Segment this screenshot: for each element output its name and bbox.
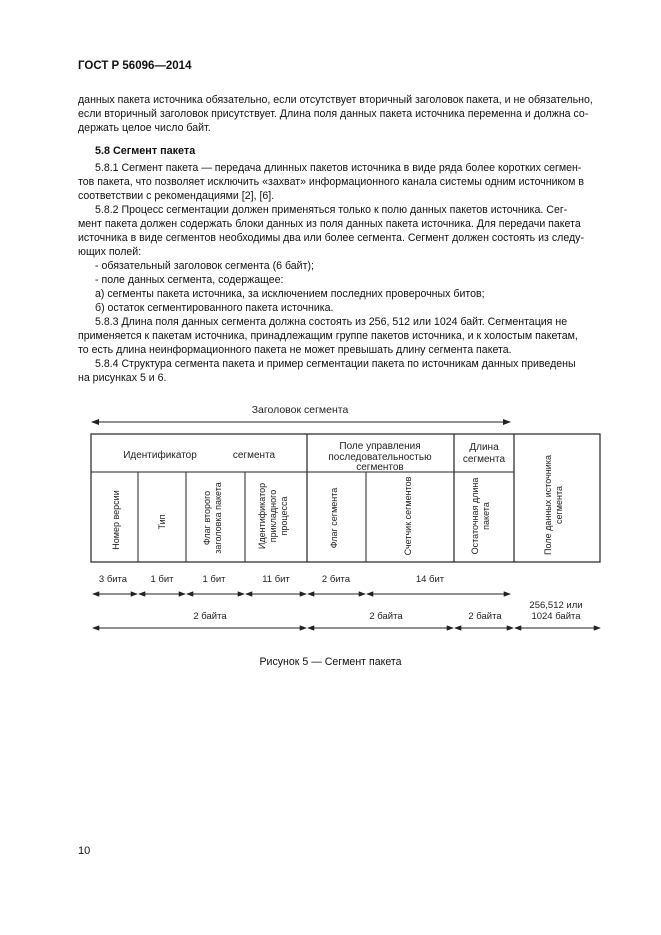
body-text-line: то есть длина неинформационного пакета не может превышать длину сегмента пакета. bbox=[78, 344, 512, 356]
body-text-line: соответствии с рекомендациями [2], [6]. bbox=[78, 190, 275, 202]
body-text-line: источника в виде сегментов необходимы два или более сегмента. Сегмент должен состоять из следу- bbox=[78, 232, 585, 244]
group-header-length: Длина bbox=[469, 442, 499, 453]
body-text-line: применяется к пакетам источника, принадлежащим группе пакетов источника, и к холостым пакетам, bbox=[78, 330, 578, 342]
page-number: 10 bbox=[78, 845, 91, 857]
body-text-line: 5.8.2 Процесс сегментации должен применяться только к полю данных пакетов источника. Сег- bbox=[95, 204, 568, 216]
document-header: ГОСТ Р 56096—2014 bbox=[78, 60, 192, 72]
byte-size-label: 2 байта bbox=[369, 611, 403, 622]
list-item: - поле данных сегмента, содержащее: bbox=[95, 274, 284, 286]
body-text-line: мент пакета должен содержать блоки данных из поля данных пакета источника. Для передачи пакета bbox=[78, 218, 581, 230]
byte-size-label: 2 байта bbox=[468, 611, 502, 622]
bit-size-label: 11 бит bbox=[262, 574, 290, 585]
byte-size-label: 2 байта bbox=[193, 611, 227, 622]
data-size-label: 256,512 или bbox=[529, 600, 583, 611]
bit-size-label: 3 бита bbox=[98, 574, 128, 585]
field-segment-flag: Флаг сегмента bbox=[329, 487, 339, 549]
field-residual-packet-length: Остаточная длина bbox=[470, 477, 480, 555]
group-header-sequence: последовательностью bbox=[328, 452, 432, 463]
group-header-identifier: Идентификатор bbox=[123, 450, 197, 461]
group-header-sequence: сегментов bbox=[356, 462, 404, 473]
field-type: Тип bbox=[157, 514, 167, 530]
field-version-number: Номер версии bbox=[111, 490, 121, 550]
body-text-line: данных пакета источника обязательно, если отсутствует вторичный заголовок пакета, и не обязательно, bbox=[78, 94, 593, 106]
body-text-line: 5.8.3 Длина поля данных сегмента должна состоять из 256, 512 или 1024 байт. Сегментация не bbox=[95, 316, 568, 328]
group-header-sequence: Поле управления bbox=[339, 441, 421, 452]
group-header-length: сегмента bbox=[462, 454, 506, 465]
bit-size-label: 1 бит bbox=[202, 574, 226, 585]
data-size-label: 1024 байта bbox=[531, 611, 581, 622]
bit-size-label: 14 бит bbox=[415, 574, 445, 585]
list-item: а) сегменты пакета источника, за исключением последних проверочных битов; bbox=[95, 288, 485, 300]
field-secondary-header-flag: Флаг второго bbox=[202, 490, 212, 546]
bit-size-label: 1 бит bbox=[150, 574, 174, 585]
field-application-process-id: прикладного bbox=[268, 489, 278, 543]
body-text-line: на рисунках 5 и 6. bbox=[78, 372, 167, 384]
section-title: 5.8 Сегмент пакета bbox=[95, 145, 196, 157]
list-item: - обязательный заголовок сегмента (6 байт); bbox=[95, 260, 314, 272]
field-residual-packet-length: пакета bbox=[481, 502, 491, 530]
field-source-data: Поле данных источника bbox=[543, 455, 553, 555]
body-text-line: держать целое число байт. bbox=[78, 122, 211, 134]
field-application-process-id: Идентификатор bbox=[257, 482, 267, 550]
field-application-process-id: процесса bbox=[279, 496, 289, 536]
header-span-label: Заголовок сегмента bbox=[251, 404, 349, 416]
body-text-line: 5.8.1 Сегмент пакета — передача длинных пакетов источника в виде ряда более коротких сегмен- bbox=[95, 162, 582, 174]
figure-caption: Рисунок 5 — Сегмент пакета bbox=[259, 656, 402, 668]
body-text-line: ющих полей: bbox=[78, 246, 142, 258]
group-header-identifier: сегмента bbox=[232, 450, 276, 461]
field-source-data: сегмента bbox=[554, 486, 564, 524]
body-text-line: 5.8.4 Структура сегмента пакета и пример сегментации пакета по источникам данных приведены bbox=[95, 358, 576, 370]
bit-size-label: 2 бита bbox=[321, 574, 351, 585]
body-text-line: тов пакета, что позволяет исключить «захват» информационного канала системы одним источником в bbox=[78, 176, 585, 188]
field-segment-counter: Счетчик сегментов bbox=[403, 476, 413, 556]
body-text-line: если вторичный заголовок присутствует. Длина поля данных пакета источника переменна и должна со- bbox=[78, 108, 589, 120]
list-item: б) остаток сегментированного пакета источника. bbox=[95, 302, 334, 314]
field-secondary-header-flag: заголовка пакета bbox=[213, 482, 223, 554]
